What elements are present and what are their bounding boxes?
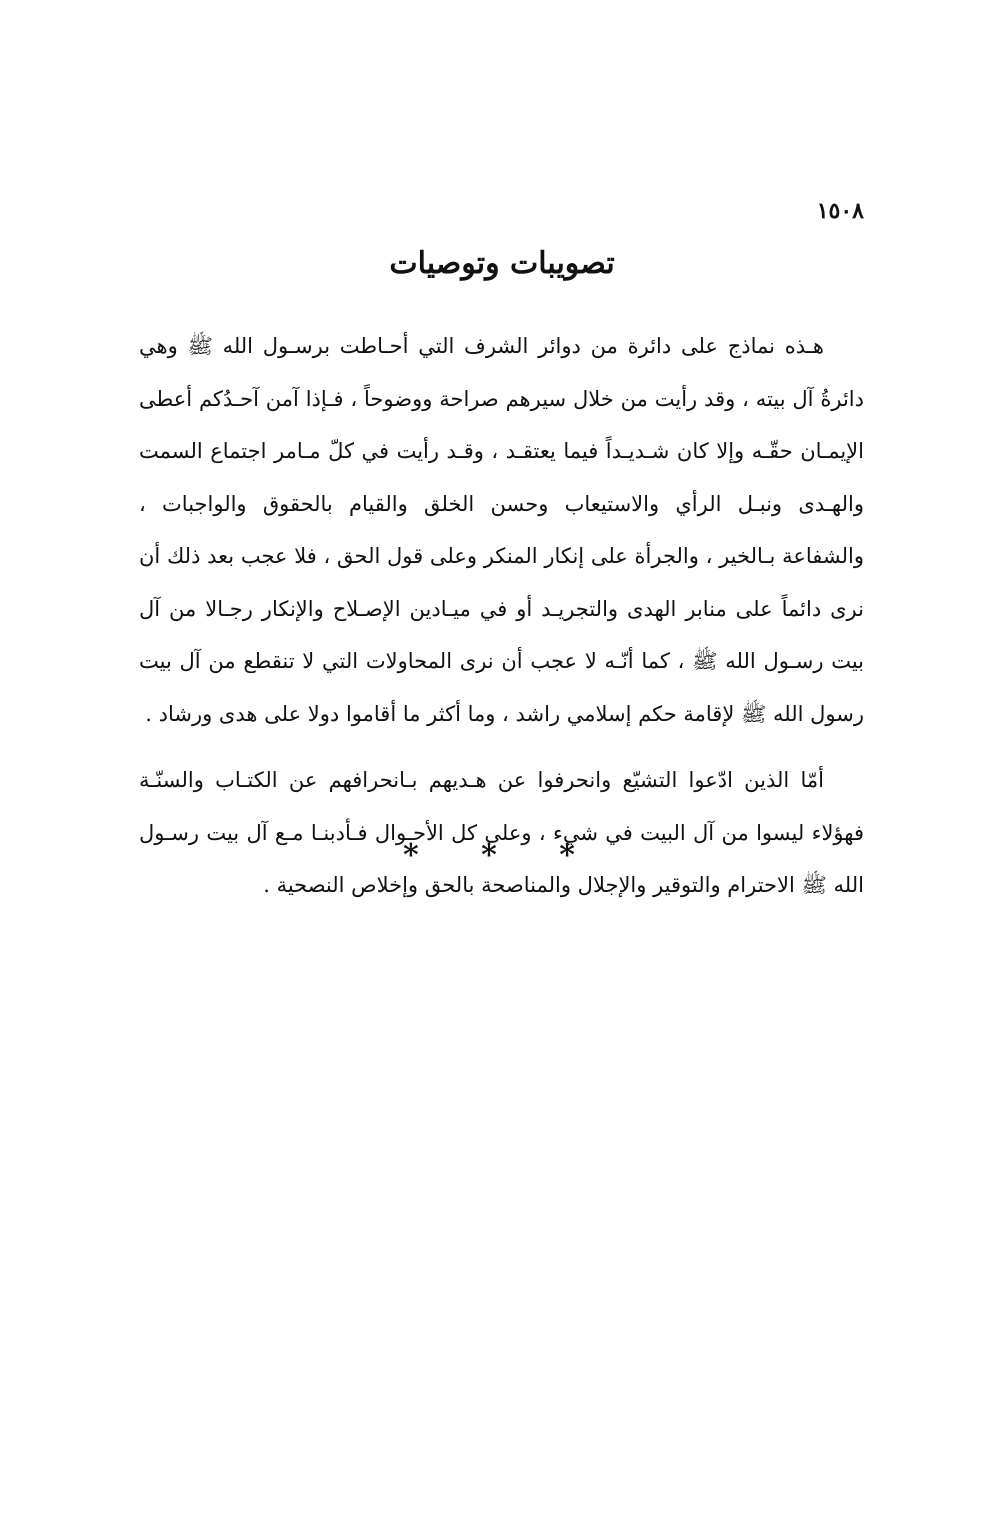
page-number: ١٥٠٨: [816, 198, 864, 224]
body-text: [139, 320, 864, 912]
section-separator: * * *: [403, 838, 601, 873]
paragraph-2: أمّا الذين ادّعوا التشيّع وانحرفوا عن هـديهم بـانحرافهم عن الكتـاب والسنّـة فهؤلاء ليسوا من آل البيت في شيء ، وعلى كل الأحـوال فـأدبنـا مـع آل بيت رسـول الله ﷺ الاحترام والتوقير والإجلال والمناصحة بالحق وإخلاص النصحية .: [139, 768, 864, 897]
paragraph-1: هـذه نماذج على دائرة من دوائر الشرف التي أحـاطت برسـول الله ﷺ وهي دائرةُ آل بيته ، وقد رأيت من خلال سيرهم صراحة ووضوحاً ، فـإذا آمن آحـدُكم أعطى الإيمـان حقّـه وإلا كان شـديـداً فيما يعتقـد ، وقـد رأيت في كلّ مـامر اجتماع السمت والهـدى ونبـل الرأي والاستيعاب وحسن الخلق والقيام بالحقوق والواجبات ، والشفاعة بـالخير ، والجرأة على إنكار المنكر وعلى قول الحق ، فلا عجب بعد ذلك أن نرى دائماً على منابر الهدى والتجريـد أو في ميـادين الإصـلاح والإنكار رجـالا من آل بيت رسـول الله ﷺ ، كما أنّـه لا عجب أن نرى المحاولات التي لا تنقطع من آل بيت رسول الله ﷺ لإقامة حكم إسلامي راشد ، وما أكثر ما أقاموا دولا على هدى ورشاد .: [139, 334, 864, 726]
section-title: تصويبات وتوصيات: [389, 246, 615, 281]
